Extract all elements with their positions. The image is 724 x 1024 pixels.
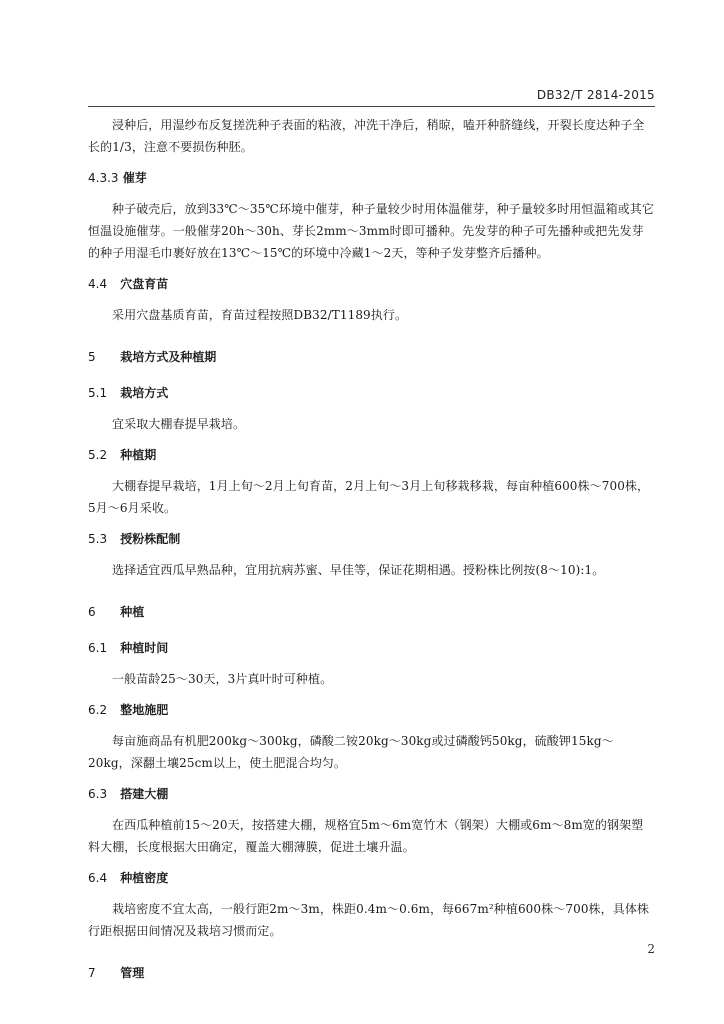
header-rule	[88, 106, 655, 107]
heading-title: 种植密度	[120, 871, 169, 885]
heading-4-4	[88, 273, 655, 295]
paragraph-planting-period: 大棚春提早栽培，1月上旬～2月上旬育苗，2月上旬～3月上旬移栽移栽，每亩种植600株～700株，5月～6月采收。	[88, 479, 650, 515]
heading-title: 种植期	[120, 448, 157, 462]
standard-code: DB32/T 2814-2015	[536, 88, 655, 102]
heading-title: 整地施肥	[120, 703, 169, 717]
heading-number: 5.1	[88, 386, 108, 400]
heading-4-3-3	[88, 167, 655, 189]
heading-5	[88, 346, 655, 368]
heading-7	[88, 962, 655, 984]
paragraph-germination: 种子破壳后，放到33℃～35℃环境中催芽，种子量较少时用体温催芽，种子量较多时用恒温箱或其它恒温设施催芽。一般催芽20h～30h、芽长2mm～3mm时即可播种。先发芽的种子可先播种或把先发芽的种子用湿毛巾裹好放在13℃～15℃的环境中冷藏1～2天，等种子发芽整齐后播种。	[88, 202, 654, 260]
heading-number: 6	[88, 605, 96, 619]
heading-5-2	[88, 444, 655, 466]
heading-5-1	[88, 382, 655, 404]
heading-title: 授粉株配制	[120, 532, 181, 546]
heading-5-3	[88, 528, 655, 550]
heading-6	[88, 601, 655, 623]
heading-number: 5.3	[88, 532, 108, 546]
heading-title: 催芽	[122, 171, 147, 185]
paragraph-tray-seedling: 采用穴盘基质育苗，育苗过程按照DB32/T1189执行。	[112, 308, 408, 322]
heading-title: 穴盘育苗	[120, 277, 169, 291]
page-number: 2	[647, 942, 655, 956]
heading-6-3	[88, 783, 655, 805]
heading-6-4	[88, 867, 655, 889]
heading-number: 6.1	[88, 641, 108, 655]
heading-title: 管理	[120, 966, 145, 980]
heading-6-2	[88, 699, 655, 721]
heading-number: 5	[88, 350, 96, 364]
heading-title: 种植时间	[120, 641, 169, 655]
paragraph-greenhouse: 在西瓜种植前15～20天，按搭建大棚，规格宜5m～6m宽竹木（钢架）大棚或6m～8m宽的钢架塑料大棚，长度根据大田确定，覆盖大棚薄膜，促进土壤升温。	[88, 818, 644, 854]
paragraph-cultivation-method: 宜采取大棚春提早栽培。	[112, 417, 246, 431]
heading-title: 栽培方式	[120, 386, 169, 400]
heading-title: 搭建大棚	[120, 787, 169, 801]
heading-title: 种植	[120, 605, 145, 619]
heading-6-1	[88, 637, 655, 659]
heading-number: 5.2	[88, 448, 108, 462]
heading-number: 4.4	[88, 277, 108, 291]
paragraph-fertilization: 每亩施商品有机肥200kg～300kg，磷酸二铵20kg～30kg或过磷酸钙50kg，硫酸钾15kg～20kg，深翻土壤25cm以上，使土肥混合均匀。	[88, 734, 614, 770]
paragraph-density: 栽培密度不宜太高，一般行距2m～3m，株距0.4m～0.6m，每667m²种植600株～700株，具体株行距根据田间情况及栽培习惯而定。	[88, 902, 650, 938]
heading-number: 6.4	[88, 871, 108, 885]
heading-number: 6.2	[88, 703, 108, 717]
page-body	[88, 114, 655, 984]
paragraph-planting-time: 一般苗龄25～30天，3片真叶时可种植。	[112, 672, 333, 686]
heading-number: 4.3.3	[88, 171, 119, 185]
heading-number: 6.3	[88, 787, 108, 801]
paragraph-soaking: 浸种后，用湿纱布反复搓洗种子表面的粘液，冲洗干净后，稍晾，嗑开种脐缝线，开裂长度达种子全长的1/3，注意不要损伤种胚。	[88, 118, 645, 154]
paragraph-pollinator: 选择适宜西瓜早熟品种，宜用抗病苏蜜、早佳等，保证花期相遇。授粉株比例按(8～10):1。	[112, 563, 605, 577]
heading-number: 7	[88, 966, 96, 980]
heading-title: 栽培方式及种植期	[120, 350, 217, 364]
